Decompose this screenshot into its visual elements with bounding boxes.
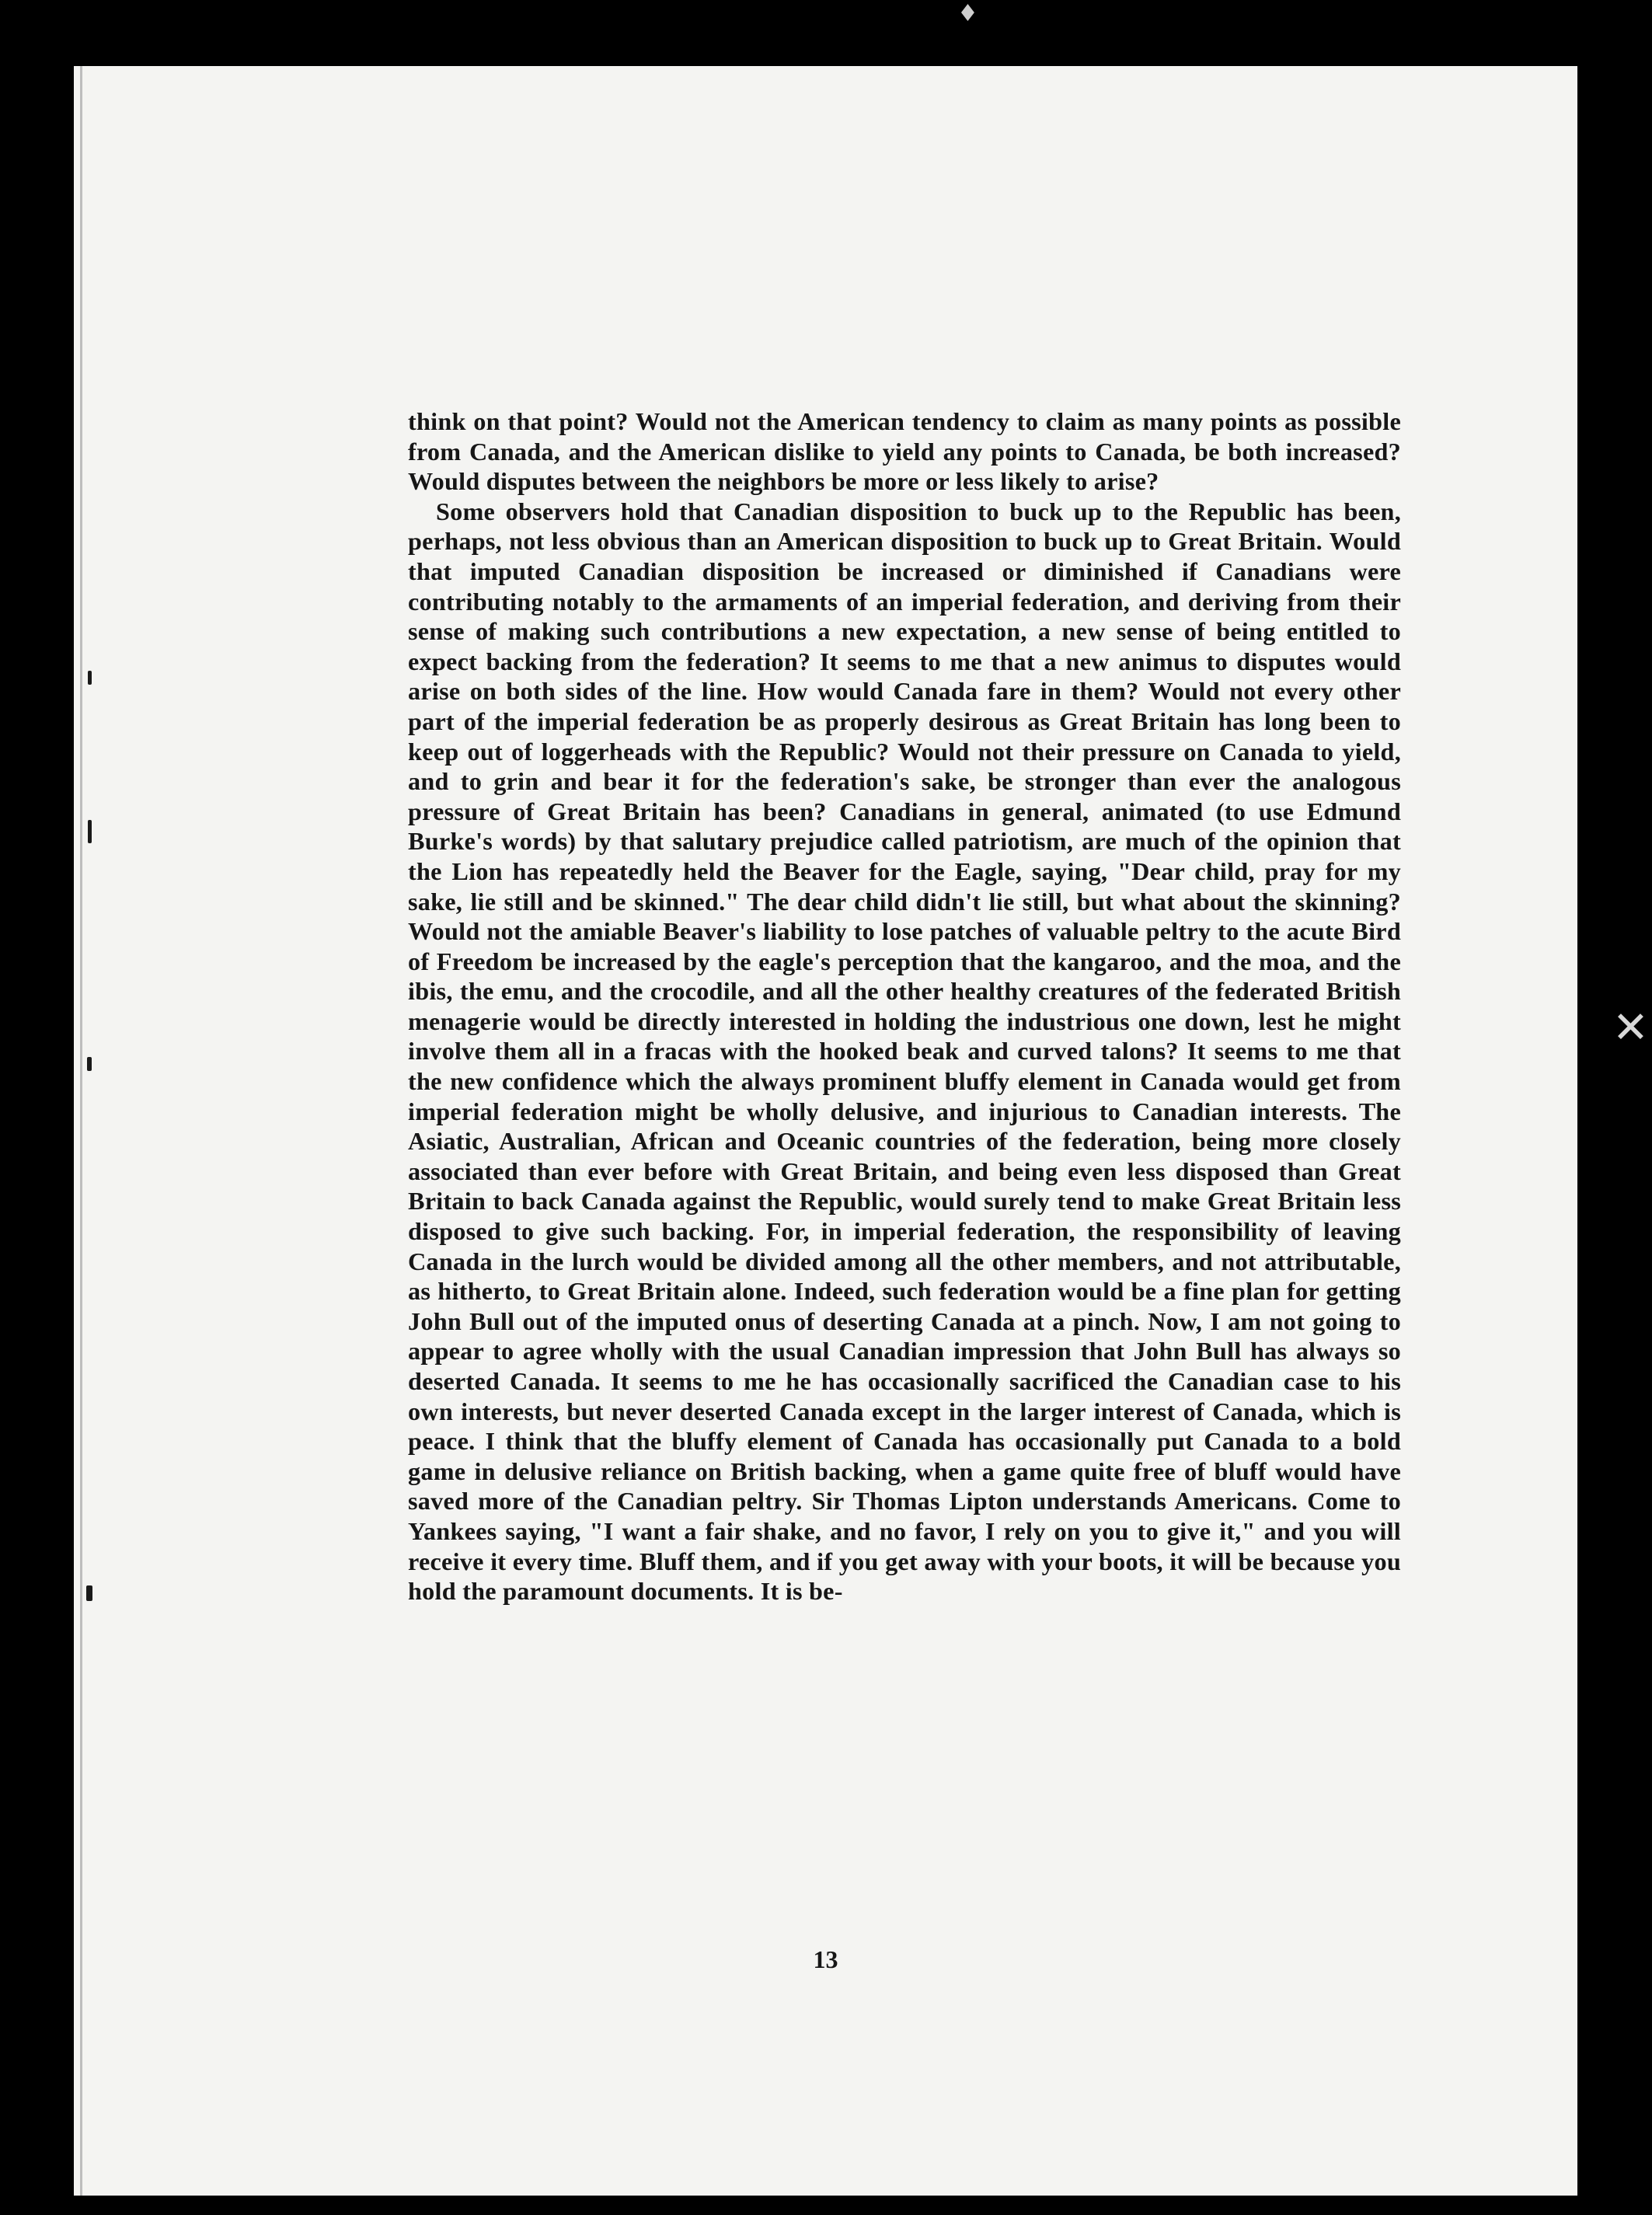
page-number: 13 — [813, 1945, 838, 1973]
margin-mark-2 — [88, 820, 92, 843]
scan-edge-artifact-icon: ✕ — [1612, 1003, 1649, 1053]
body-text — [408, 406, 1401, 1606]
paragraph-1: think on that point? Would not the American tendency to claim as many points as possible from Canada, and the American dislike to yield any points to Canada, be both increased? Would disputes between the neighbors be more or less likely to arise? — [408, 407, 1401, 496]
margin-mark-4 — [86, 1585, 92, 1601]
binding-gutter-line — [80, 66, 82, 2196]
scan-top-artifact-icon: ♦ — [957, 0, 978, 27]
margin-mark-3 — [87, 1057, 92, 1071]
margin-mark-1 — [88, 671, 92, 685]
scanned-page — [74, 66, 1577, 2196]
paragraph-2: Some observers hold that Canadian disposition to buck up to the Republic has been, perhaps, not less obvious than an American disposition to buck up to Great Britain. Would that imputed Canadian disposition be increased or diminished if Canadians were contributing notably to the armaments of an imperial federation, and deriving from their sense of making such contributions a new expectation, a new sense of being entitled to expect backing from the federation? It seems to me that a new animus to disputes would arise on both sides of the line. How would Canada fare in them? Would not every other part of the imperial federation be as properly desirous as Great Britain has long been to keep out of loggerheads with the Republic? Would not their pressure on Canada to yield, and to grin and bear it for the federation's sake, be stronger than ever the analogous pressure of Great Britain has been? Canadians in general, animated (to use Edmund Burke's words) by that salutary prejudice called patriotism, are much of the opinion that the Lion has repeatedly held the Beaver for the Eagle, saying, "Dear child, pray for my sake, lie still and be skinned." The dear child didn't lie still, but what about the skinning? Would not the amiable Beaver's liability to lose patches of valuable peltry to the acute Bird of Freedom be increased by the eagle's perception that the kangaroo, and the moa, and the ibis, the emu, and the crocodile, and all the other healthy creatures of the federated British menagerie would be directly interested in holding the industrious one down, lest he might involve them all in a fracas with the hooked beak and curved talons? It seems to me that the new confidence which the always prominent bluffy element in Canada would get from imperial federation might be wholly delusive, and injurious to Canadian interests. The Asiatic, Australian, African and Oceanic countries of the federation, being more closely associated than ever before with Great Britain, and being even less disposed than Great Britain to back Canada against the Republic, would surely tend to make Great Britain less disposed to give such backing. For, in imperial federation, the responsibility of leaving Canada in the lurch would be divided among all the other members, and not attributable, as hitherto, to Great Britain alone. Indeed, such federation would be a fine plan for getting John Bull out of the imputed onus of deserting Canada at a pinch. Now, I am not going to appear to agree wholly with the usual Canadian impression that John Bull has always so deserted Canada. It seems to me he has occasionally sacrificed the Canadian case to his own interests, but never deserted Canada except in the larger interest of Canada, which is peace. I think that the bluffy element of Canada has occasionally put Canada to a bold game in delusive reliance on British backing, when a game quite free of bluff would have saved more of the Canadian peltry. Sir Thomas Lipton understands Americans. Come to Yankees saying, "I want a fair shake, and no favor, I rely on you to give it," and you will receive it every time. Bluff them, and if you get away with your boots, it will be because you hold the paramount documents. It is be- — [408, 497, 1401, 1606]
